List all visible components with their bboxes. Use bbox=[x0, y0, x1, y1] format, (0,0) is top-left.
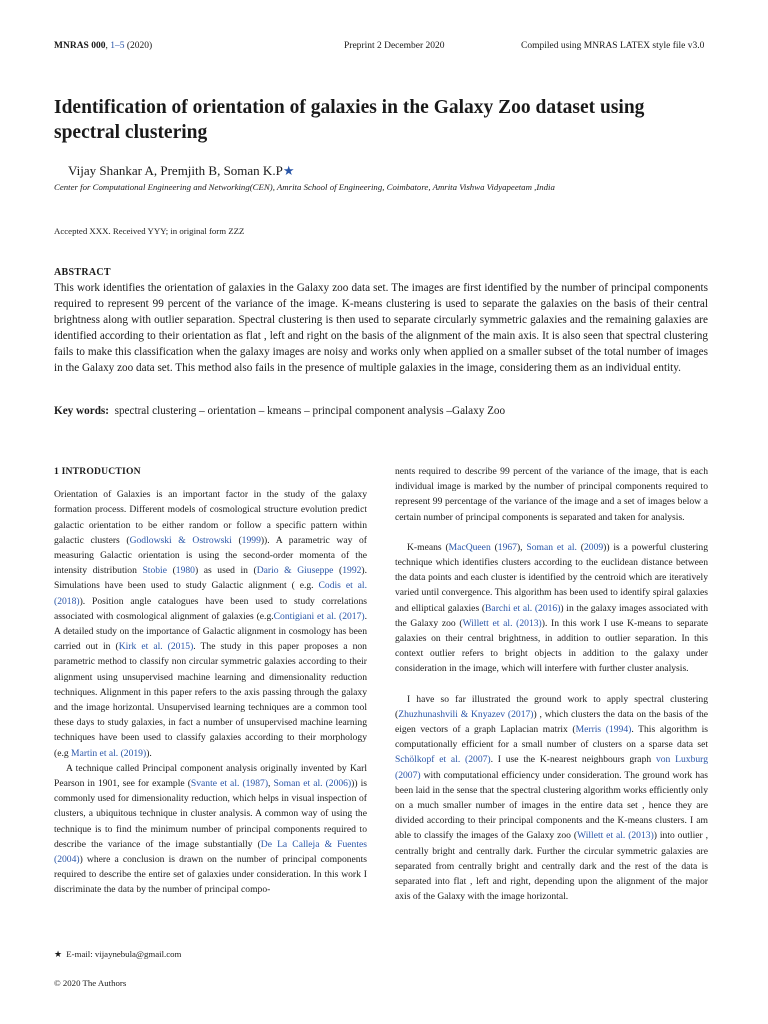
citation-link[interactable]: De La Calleja & Fuentes (2004) bbox=[54, 838, 367, 866]
text-run: ) , which clusters the data on the basis of the eigen vectors of a graph Laplacian matrix ( bbox=[395, 708, 708, 736]
citation-link[interactable]: Schölkopf et al. (2007) bbox=[395, 754, 491, 766]
keywords-label: Key words: bbox=[54, 405, 109, 417]
citation-link[interactable]: Martin et al. (2019) bbox=[71, 747, 147, 759]
text-run: ). Position angle catalogues have been used to study correlations associated with cosmological alignment of galaxies (e.g. bbox=[54, 595, 367, 622]
text-run: ( bbox=[333, 565, 343, 577]
journal-volume: 000 bbox=[91, 41, 106, 51]
text-run: with computational efficiency under consideration. The ground work has been laid in the sense that the spectral clustering algorithm works efficiently only on a much smaller number of images in the entire data set , hence they are divided according to their principal components and the K-means clusters. I am able to classify the images of the Galaxy zoo ( bbox=[395, 769, 708, 842]
text-run: Orientation of Galaxies is an important factor in the study of the galaxy formation process. Different models of cosmological structure evolution predict galactic orientation to be either random or follow a specific pattern within galactic clusters ( bbox=[54, 489, 367, 546]
citation-link[interactable]: Willett et al. (2013) bbox=[577, 830, 654, 842]
citation-link[interactable]: Contigiani et al. (2017) bbox=[273, 610, 365, 622]
citation-link[interactable]: von Luxburg (2007) bbox=[395, 754, 708, 781]
citation-link[interactable]: Dario & Giuseppe bbox=[256, 565, 334, 577]
citation-link[interactable]: Svante et al. (1987) bbox=[190, 778, 269, 790]
left-column bbox=[54, 464, 367, 898]
intro-paragraph-2 bbox=[54, 761, 367, 898]
text-run: K-means ( bbox=[407, 541, 449, 553]
citation-link[interactable]: 1967 bbox=[497, 541, 517, 553]
keywords-text: spectral clustering – orientation – kmeans – principal component analysis –Galaxy Zoo bbox=[114, 405, 506, 417]
journal-name: MNRAS bbox=[54, 41, 89, 51]
journal-year: (2020) bbox=[126, 41, 153, 51]
citation-link[interactable]: Zhuzhunashvili & Knyazev (2017) bbox=[398, 708, 534, 720]
text-run: A technique called Principal component analysis originally invented by Karl Pearson in 1901, see for example ( bbox=[54, 762, 367, 790]
text-run: . A detailed study on the importance of Galactic alignment in cosmology has been carried out in ( bbox=[54, 610, 367, 653]
intro-paragraph-5 bbox=[395, 692, 708, 905]
text-run: ) where a conclusion is drawn on the number of principal components required to describe the entire set of galaxies under consideration. In this work I discriminate the data by the number of principal compo- bbox=[54, 854, 367, 896]
citation-link[interactable]: 1980 bbox=[175, 565, 195, 577]
text-run: ( bbox=[576, 541, 584, 553]
text-run: . The study in this paper proposes a non parametric method to classify non circular symmetric galaxies according to their alignment using unsupervised machine learning and dimensionality reduction techniques. Alignment in this paper refers to the axis passing through the galaxy and the image horizontal. Unsupervised learning techniques are a common tool these days to study galaxies, in fact a number of unsupervised machine learning techniques have been used to classify galaxies according to their morphology (e.g bbox=[54, 641, 367, 759]
running-header-journal: MNRAS 000, 1–5 (2020) bbox=[54, 41, 153, 51]
email-footnote bbox=[54, 949, 181, 960]
citation-link[interactable]: Kirk et al. (2015) bbox=[118, 641, 194, 653]
paper-title: Identification of orientation of galaxies in the Galaxy Zoo dataset using spectral clustering bbox=[54, 97, 645, 143]
citation-link[interactable]: 2009 bbox=[583, 541, 604, 553]
accepted-line: Accepted XXX. Received YYY; in original form ZZZ bbox=[54, 226, 245, 236]
section-heading: 1 INTRODUCTION bbox=[54, 466, 141, 477]
citation-link[interactable]: Soman et al. (2006) bbox=[273, 778, 352, 790]
citation-link[interactable]: Merris (1994) bbox=[575, 724, 632, 736]
text-run: ). bbox=[146, 747, 152, 759]
intro-paragraph-4 bbox=[395, 540, 708, 677]
citation-link[interactable]: Barchi et al. (2016) bbox=[485, 602, 561, 614]
abstract-body: This work identifies the orientation of galaxies in the Galaxy zoo data set. The images are first identified by the number of principal components required to represent 99 percent of the variance of the image. K-means clustering is used to separate the galaxies on the basis of their central brightness along with outlier separation. Spectral clustering is then used to separate circularly symmetric galaxies and the remaining galaxies are identified according to their orientation as flat , left and right on the basis of the alignment of the main axis. It is also seen that spectral clustering fails to make this classification when the galaxy images are noisy and works only when applied on a smaller subset of the total number of images in the Galaxy zoo data set. This method also fails in the presence of multiple galaxies in the image, considering them as an individual entity. bbox=[54, 282, 708, 375]
text-run: , bbox=[268, 778, 274, 790]
text-run: . This algorithm is computationally efficient for a small number of clusters on a sparse data set bbox=[395, 724, 709, 751]
citation-link[interactable]: Godlowski & Ostrowski bbox=[129, 534, 232, 546]
text-run: ( bbox=[231, 534, 242, 546]
citation-link[interactable]: 1999 bbox=[241, 534, 261, 546]
text-run: )) is a powerful clustering technique which identifies clusters according to the euclidean distance between the data points and each cluster is identified by the centroid which are iteratively varied until convergence. This algorithm has been used to identify spiral galaxies and elliptical galaxies ( bbox=[395, 541, 708, 614]
citation-link[interactable]: Willett et al. (2013) bbox=[462, 617, 542, 629]
author-footnote-mark[interactable]: ★ bbox=[282, 163, 295, 178]
intro-paragraph-1 bbox=[54, 487, 367, 761]
text-run: ). In this work I use K-means to separate galaxies on their central brightness, in addition to outlier separation. In this context outlier refers to bright objects in addition to the galaxy under consideration in the image, which will interfere with further cluster analysis. bbox=[395, 617, 708, 675]
citation-link[interactable]: Stobie bbox=[142, 565, 167, 577]
citation-link[interactable]: MacQueen bbox=[448, 541, 491, 553]
footnote-email: E-mail: vijaynebula@gmail.com bbox=[66, 949, 182, 959]
author-list bbox=[68, 163, 294, 179]
copyright-notice: © 2020 The Authors bbox=[54, 978, 127, 988]
text-run: I have so far illustrated the ground work to apply spectral clustering ( bbox=[395, 693, 708, 720]
text-run: ( bbox=[490, 541, 498, 553]
citation-link[interactable]: Codis et al. (2018) bbox=[54, 580, 367, 607]
citation-link[interactable]: Soman et al. bbox=[526, 541, 577, 553]
text-run: )) is commonly used for dimensionality reduction, which helps in visual inspection of clusters, a ubiquitous technique in cluster analysis. A common way of using the technique is to find the minimum number of principal components required to describe the variance of the image substantially ( bbox=[54, 778, 368, 850]
abstract-heading: ABSTRACT bbox=[54, 267, 111, 278]
text-run: ) as used in ( bbox=[194, 565, 257, 577]
intro-paragraph-3: nents required to describe 99 percent of the variance of the image, that is each individual image is marked by the number of principal components required to represent 99 percentage of the variance of the image and a set of images below a certain number of principal components is separated and taken for analysis. bbox=[395, 466, 708, 523]
text-run: . I use the K-nearest neighbours graph bbox=[490, 754, 656, 766]
compiled-note: Compiled using MNRAS LATEX style file v3.0 bbox=[521, 41, 705, 51]
text-run: ( bbox=[166, 565, 176, 577]
author-names: Vijay Shankar A, Premjith B, Soman K.P bbox=[68, 163, 283, 178]
affiliation: Center for Computational Engineering and Networking(CEN), Amrita School of Engineering, Coimbatore, Amrita Vishwa Vidyapeetam ,India bbox=[54, 182, 555, 192]
citation-link[interactable]: 1992 bbox=[342, 565, 362, 577]
text-run: ), bbox=[516, 541, 527, 553]
preprint-date: Preprint 2 December 2020 bbox=[344, 41, 445, 51]
page-range-link[interactable]: 1–5 bbox=[110, 41, 125, 51]
text-run: ) into outlier , centrally bright and centrally dark. Further the circular symmetric galaxies are separated from centrally bright and centrally dark and the rest of the data is separated into flat , left and right, depending upon the alignment of the major axis of the Galaxy with the image horizontal. bbox=[395, 830, 708, 903]
text-run: ) in the galaxy images associated with the Galaxy zoo ( bbox=[395, 602, 708, 629]
keywords bbox=[54, 405, 505, 417]
text-run: )). A parametric way of measuring Galactic orientation is using the second-order momenta of the intensity distribution bbox=[54, 534, 368, 577]
text-run: ). Simulations have been used to study Galactic alignment ( e.g. bbox=[54, 565, 367, 592]
right-column bbox=[395, 464, 708, 904]
footnote-mark: ★ bbox=[54, 949, 62, 959]
